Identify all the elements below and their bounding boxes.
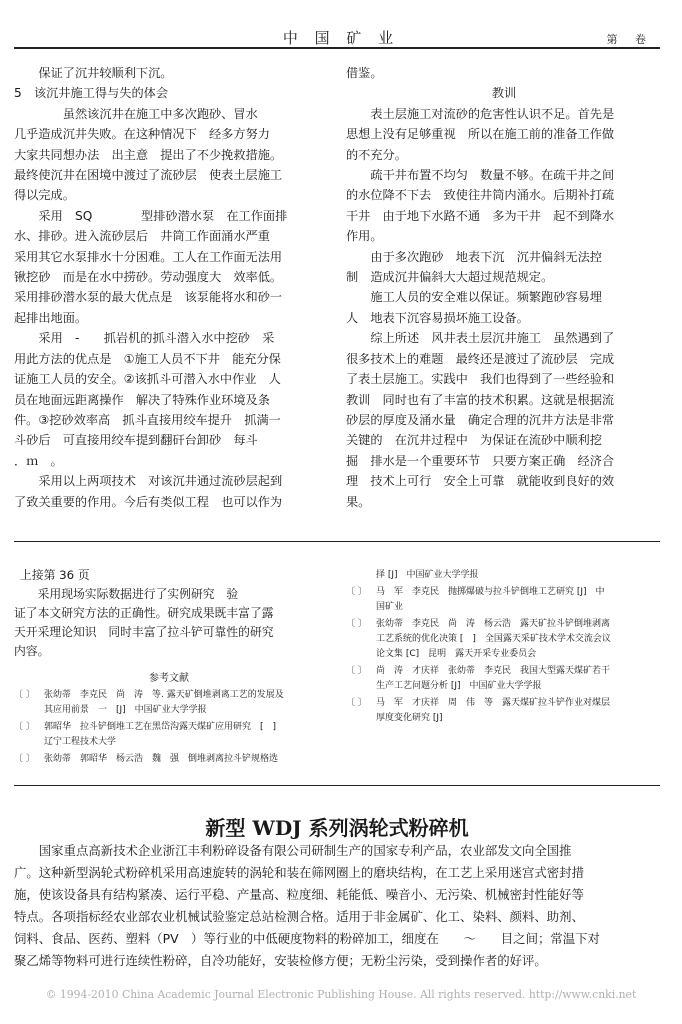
body-text-line: 件。③挖砂效率高 抓斗直接用绞车提升 抓满一 <box>14 412 281 427</box>
reference-line: 择 [J] 中国矿业大学学报 <box>376 570 479 580</box>
body-text-line: 采用 SQ 型排砂潜水泵 在工作面排 <box>38 208 288 223</box>
reference-item <box>346 696 662 726</box>
copyright-footer: © 1994-2010 China Academic Journal Electronic Publishing House. All rights reserved. http://www.cnki.net <box>45 988 637 1001</box>
body-text-line: 思想上没有足够重视 所以在施工前的准备工作做 <box>346 127 615 142</box>
body-text-line: 5 该沉井施工得与失的体会 <box>14 86 169 101</box>
right-column <box>346 63 662 512</box>
running-header-volume: 第 卷 <box>606 33 646 46</box>
reference-list-left <box>14 688 324 767</box>
reference-line: 论文集 [C] 昆明 露天开采专业委员会 <box>376 649 537 659</box>
header-rule <box>14 47 660 49</box>
body-text-line: 了致关重要的作用。今后有类似工程 也可以作为 <box>14 494 283 509</box>
body-text-line: 的不充分。 <box>346 147 407 162</box>
body-text-line: 最终使沉井在困境中渡过了流砂层 使表土层施工 <box>14 168 283 183</box>
body-text-line: 几乎造成沉井失败。在这种情况下 经多方努力 <box>14 127 270 142</box>
body-text-line: 掘 排水是一个重要环节 只要方案正确 经济合 <box>346 453 615 468</box>
references-title: 参考文献 <box>149 673 189 684</box>
body-text-line: 了表土层施工。实践中 我们也得到了一些经验和 <box>346 372 615 387</box>
reference-text <box>376 617 611 662</box>
reference-line: 郭昭华 拉斗铲倒堆工艺在黑岱沟露天煤矿应用研究 [ ] <box>44 722 277 732</box>
reference-item <box>14 720 324 750</box>
continued-from: 上接第 36 页 <box>20 568 90 582</box>
body-text-line: 综上所述 风井表土层沉井施工 虽然遇到了 <box>370 331 615 346</box>
left-column <box>14 63 330 512</box>
reference-line: 辽宁工程技术大学 <box>44 737 117 747</box>
article-line: 饲料、食品、医药、塑料（PV ）等行业的中低硬度物料的粉碎加工，细度在 ～ 目之间；常温下对 <box>14 931 600 946</box>
body-text-line: 采用其它水泵排水十分困难。工人在工作面无法用 <box>14 249 283 264</box>
body-text-line: 锹挖砂 而是在水中捞砂。劳动强度大 效率低。 <box>14 270 283 285</box>
body-text-line: 员在地面远距离操作 解决了特殊作业环境及条 <box>14 392 270 407</box>
article-title: 新型 WDJ 系列涡轮式粉碎机 <box>205 816 469 840</box>
article-body <box>14 840 660 972</box>
body-text-line: 果。 <box>346 494 371 509</box>
body-text-line: 理 技术上可行 安全上可靠 就能收到良好的效 <box>346 474 615 489</box>
article-line: 施，使该设备具有结构紧凑、运行平稳、产量高、粒度细、耗能低、噪音小、无污染、机械密封性能好等 <box>14 887 584 902</box>
body-text-line: 很多技术上的难题 最终还是渡过了流砂层 完成 <box>346 351 615 366</box>
reference-line: 工艺系统的优化决策 [ ] 全国露天采矿技术学术交流会议 <box>376 634 611 644</box>
article-line: 聚乙烯等物料可进行连续性粉碎，自冷功能好，安装检修方便；无粉尘污染，受到操作者的好评。 <box>14 953 547 968</box>
body-text-line: 大家共同想办法 出主意 提出了不少挽救措施。 <box>14 147 283 162</box>
reference-line: 张幼蒂 李克民 尚 涛 等. 露天矿倒堆剥离工艺的发展及 <box>44 690 284 700</box>
reference-text <box>44 720 276 750</box>
reference-text <box>44 688 284 718</box>
reference-item <box>346 617 662 662</box>
reference-text <box>376 568 479 583</box>
body-text-line: 施工人员的安全难以保证。频繁跑砂容易埋 <box>370 290 602 305</box>
article-line: 国家重点高新技术企业浙江丰利粉碎设备有限公司研制生产的国家专利产品，农业部发文向全国推 <box>14 843 572 858</box>
body-text-line: 采用排砂潜水泵的最大优点是 该泵能将水和砂一 <box>14 290 283 305</box>
section-rule-bottom <box>14 785 660 786</box>
reference-line: 张幼蒂 郭昭华 杨云浩 魏 强 倒堆剥离拉斗铲规格选 <box>44 754 279 764</box>
continued-line: 证了本文研究方法的正确性。研究成果既丰富了露 <box>14 606 274 620</box>
reference-line: 其应用前景 一 [J] 中国矿业大学学报 <box>44 705 207 715</box>
section-rule-top <box>14 541 660 542</box>
reference-item <box>14 752 324 767</box>
body-text-line: 的水位降不下去 致使往井筒内涌水。后期补打疏 <box>346 188 615 203</box>
body-text-line: 起排出地面。 <box>14 310 88 325</box>
body-text-line: 教训 同时也有了丰富的技术积累。这就是根据流 <box>346 392 615 407</box>
reference-line: 尚 涛 才庆祥 张幼蒂 李克民 我国大型露天煤矿若干 <box>376 666 611 676</box>
reference-item <box>346 585 662 615</box>
reference-item <box>14 688 324 718</box>
reference-line: 生产工艺问题分析 [J] 中国矿业大学学报 <box>376 681 542 691</box>
reference-text <box>376 696 610 726</box>
body-text-line: 关键的 在沉井过程中 为保证在流砂中顺利挖 <box>346 433 602 448</box>
reference-marker: 〔 〕 <box>14 722 35 732</box>
body-text-line: 水、排砂。进入流砂层后 井筒工作面涌水严重 <box>14 229 270 244</box>
body-text-line: 制 造成沉井偏斜大大超过规范规定。 <box>346 270 554 285</box>
reference-line: 张幼蒂 李克民 尚 涛 杨云浩 露天矿拉斗铲倒堆剥离 <box>376 619 611 629</box>
body-text-line: 人 地表下沉容易损坏施工设备。 <box>346 310 529 325</box>
reference-item <box>346 664 662 694</box>
body-text-line: 证施工人员的安全。②该抓斗可潜入水中作业 人 <box>14 372 281 387</box>
continued-right <box>346 568 662 728</box>
body-text-line: 教训 <box>491 86 517 101</box>
body-text-line: 斗砂后 可直接用绞车提到翻矸台卸砂 每斗 <box>14 433 258 448</box>
reference-text <box>376 585 605 615</box>
reference-marker: 〔 〕 <box>346 666 367 676</box>
reference-marker: 〔 〕 <box>14 690 35 700</box>
body-text-line: 用此方法的优点是 ①施工人员不下井 能充分保 <box>14 351 281 366</box>
continued-left <box>14 566 324 769</box>
reference-list-right <box>346 568 662 726</box>
reference-line: 国矿业 <box>376 602 404 612</box>
continued-line: 天开采理论知识 同时丰富了拉斗铲可靠性的研究 <box>14 625 274 639</box>
reference-line: 马 军 才庆祥 周 伟 等 露天煤矿拉斗铲作业对煤层 <box>376 698 611 708</box>
reference-marker: 〔 〕 <box>346 587 367 597</box>
body-text-line: 砂层的厚度及涌水量 确定合理的沉井方法是非常 <box>346 412 615 427</box>
reference-line: 厚度变化研究 [J] <box>376 713 443 723</box>
continued-line: 采用现场实际数据进行了实例研究 验 <box>14 587 239 601</box>
body-text-line: 借鉴。 <box>346 66 383 80</box>
body-text-line: 采用以上两项技术 对该沉井通过流砂层起到 <box>38 474 283 489</box>
reference-marker <box>346 568 376 583</box>
reference-marker: 〔 〕 <box>346 619 367 629</box>
reference-text <box>376 664 610 694</box>
body-text-line: 疏干井布置不均匀 数量不够。在疏干井之间 <box>370 168 615 183</box>
reference-text <box>44 752 278 767</box>
body-text-line: ．ｍ 。 <box>14 453 63 468</box>
article-line: 广。这种新型涡轮式粉碎机采用高速旋转的涡轮和装在筛网圈上的磨块结构，在工艺上采用迷宫式密封措 <box>14 865 584 880</box>
body-text-line: 虽然该沉井在施工中多次跑砂、冒水 <box>38 106 258 121</box>
body-text-line: 作用。 <box>346 229 383 244</box>
body-text-line: 表土层施工对流砂的危害性认识不足。首先是 <box>370 106 615 121</box>
body-text-line: 采用 - 抓岩机的抓斗潜入水中挖砂 采 <box>38 331 275 346</box>
body-text-line: 由于多次跑砂 地表下沉 沉井偏斜无法控 <box>370 249 602 264</box>
reference-marker: 〔 〕 <box>14 754 35 764</box>
continued-line: 内容。 <box>14 644 50 658</box>
body-text-line: 干井 由于地下水路不通 多为干井 起不到降水 <box>346 208 615 223</box>
body-text-line: 保证了沉井较顺利下沉。 <box>38 66 173 80</box>
reference-item <box>346 568 662 583</box>
running-header-title: 中 国 矿 业 <box>282 29 400 47</box>
reference-line: 马 军 李克民 抛掷爆破与拉斗铲倒堆工艺研究 [J] 中 <box>376 587 605 597</box>
article-line: 特点。各项指标经农业部农业机械试验鉴定总站检测合格。适用于非金属矿、化工、染料、颜料、助剂、 <box>14 909 584 924</box>
reference-marker: 〔 〕 <box>346 698 367 708</box>
body-text-line: 得以完成。 <box>14 188 75 203</box>
